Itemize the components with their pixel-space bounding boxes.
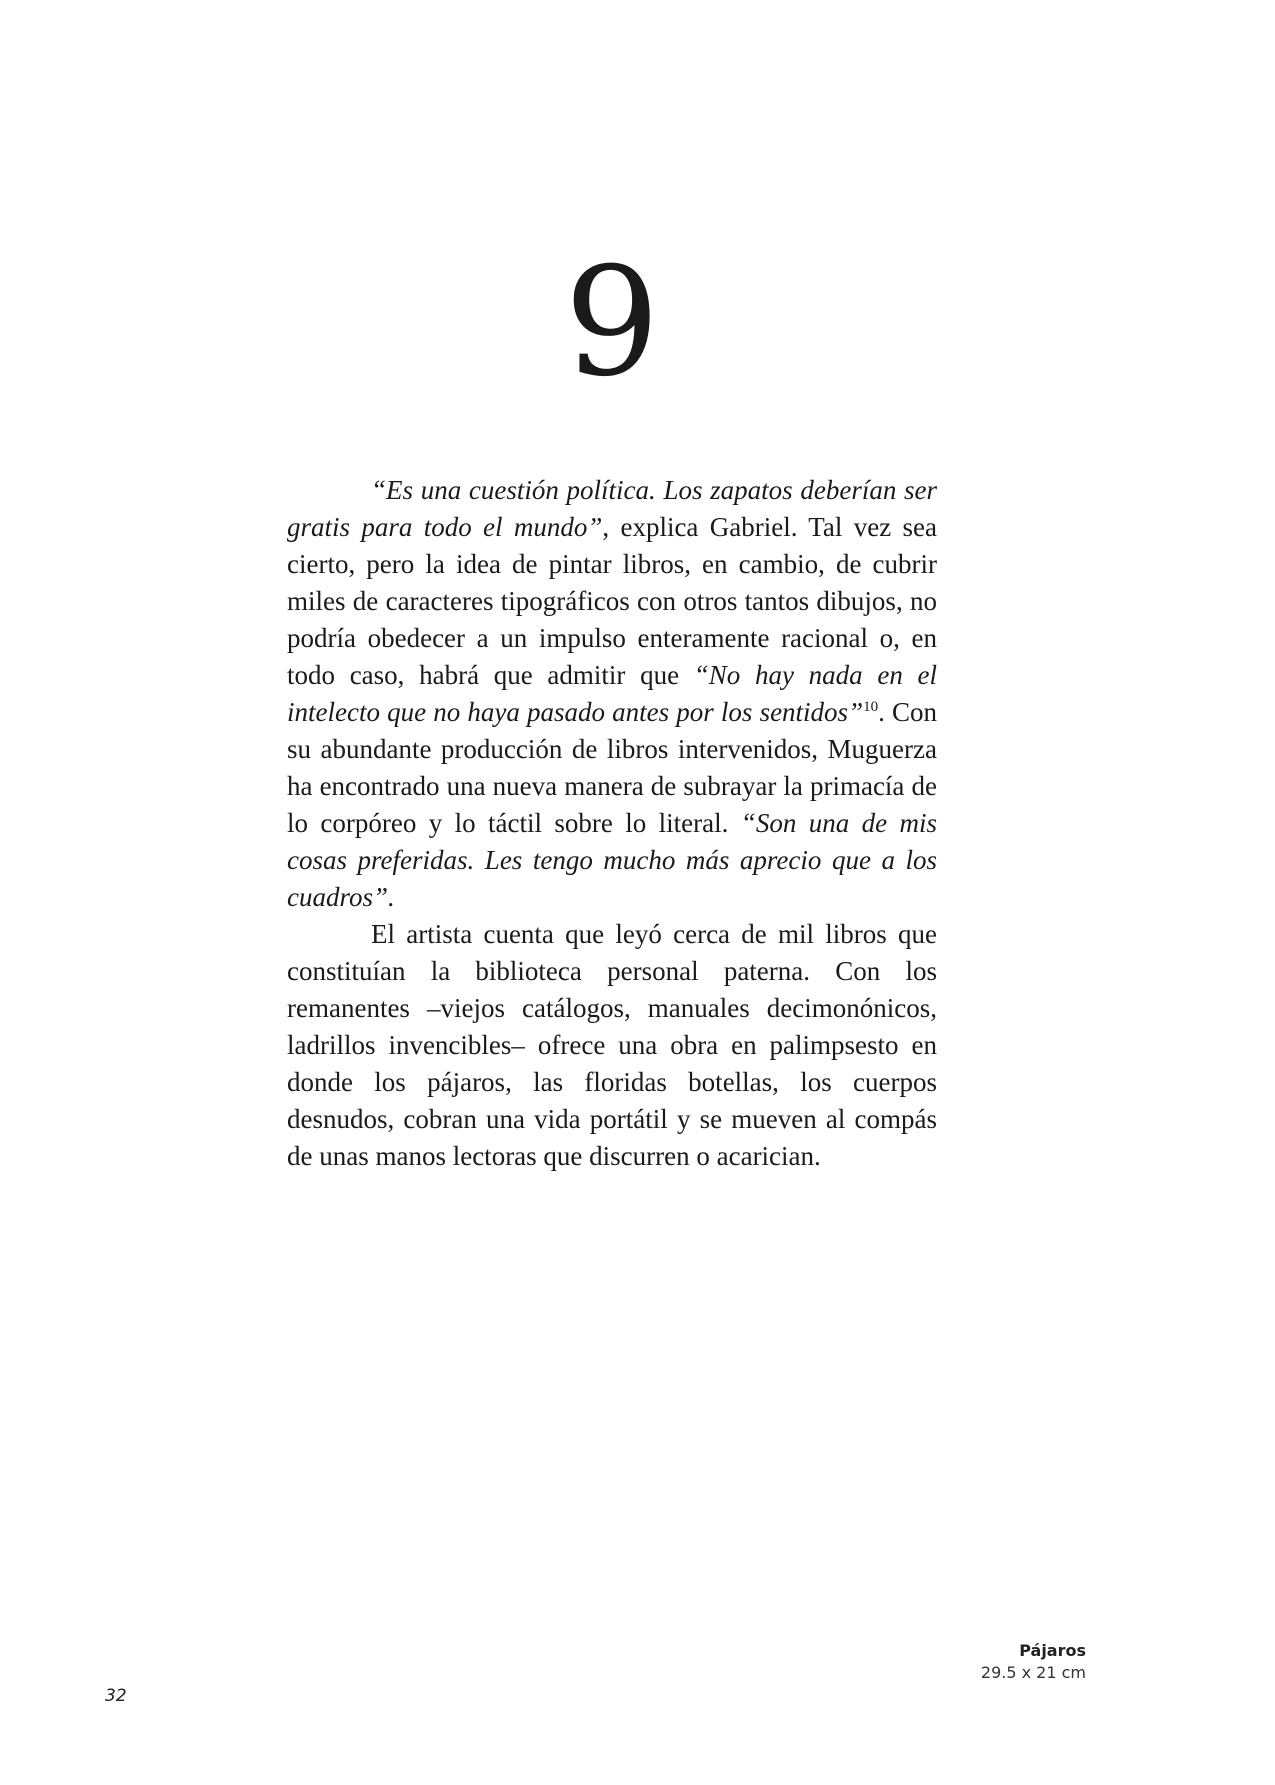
footnote-ref[interactable]: 10 [863,699,879,715]
artwork-dimensions: 29.5 x 21 cm [980,1663,1086,1682]
artwork-caption [981,1640,1086,1684]
paragraph-1-text-b: . Con su abundante producción de libros intervenidos, Muguerza ha encontrado una nueva manera de subrayar la primacía de lo corpóreo y lo táctil sobre lo literal. [287,697,937,838]
body-text [287,472,937,1175]
page-number: 32 [105,1686,127,1706]
artwork-title: Pájaros [1019,1641,1086,1660]
quote-favorites: “Son una de mis cosas preferidas. Les tengo mucho más aprecio que a los cuadros”. [287,808,937,912]
paragraph-1 [287,472,937,916]
quote-intellect: “No hay nada en el intelecto que no haya pasado antes por los sentidos” [287,660,937,727]
quote-shoes: “Es una cuestión política. Los zapatos deberían ser gratis para todo el mundo” [287,475,937,542]
paragraph-1-text-a: , explica Gabriel. Tal vez sea cierto, pero la idea de pintar libros, en cambio, de cubrir miles de caracteres tipográficos con otros tantos dibujos, no podría obedecer a un impulso enteramente racional o, en todo caso, habrá que admitir que [287,512,938,690]
paragraph-2: El artista cuenta que leyó cerca de mil libros que constituían la biblioteca personal paterna. Con los remanentes –viejos catálogos, manuales decimonónicos, ladrillos invencibles– ofrece una obra en palimpsesto en donde los pájaros, las floridas botellas, los cuerpos desnudos, cobran una vida portátil y se mueven al compás de unas manos lectoras que discurren o acarician. [287,919,937,1171]
chapter-number: 9 [564,236,660,410]
